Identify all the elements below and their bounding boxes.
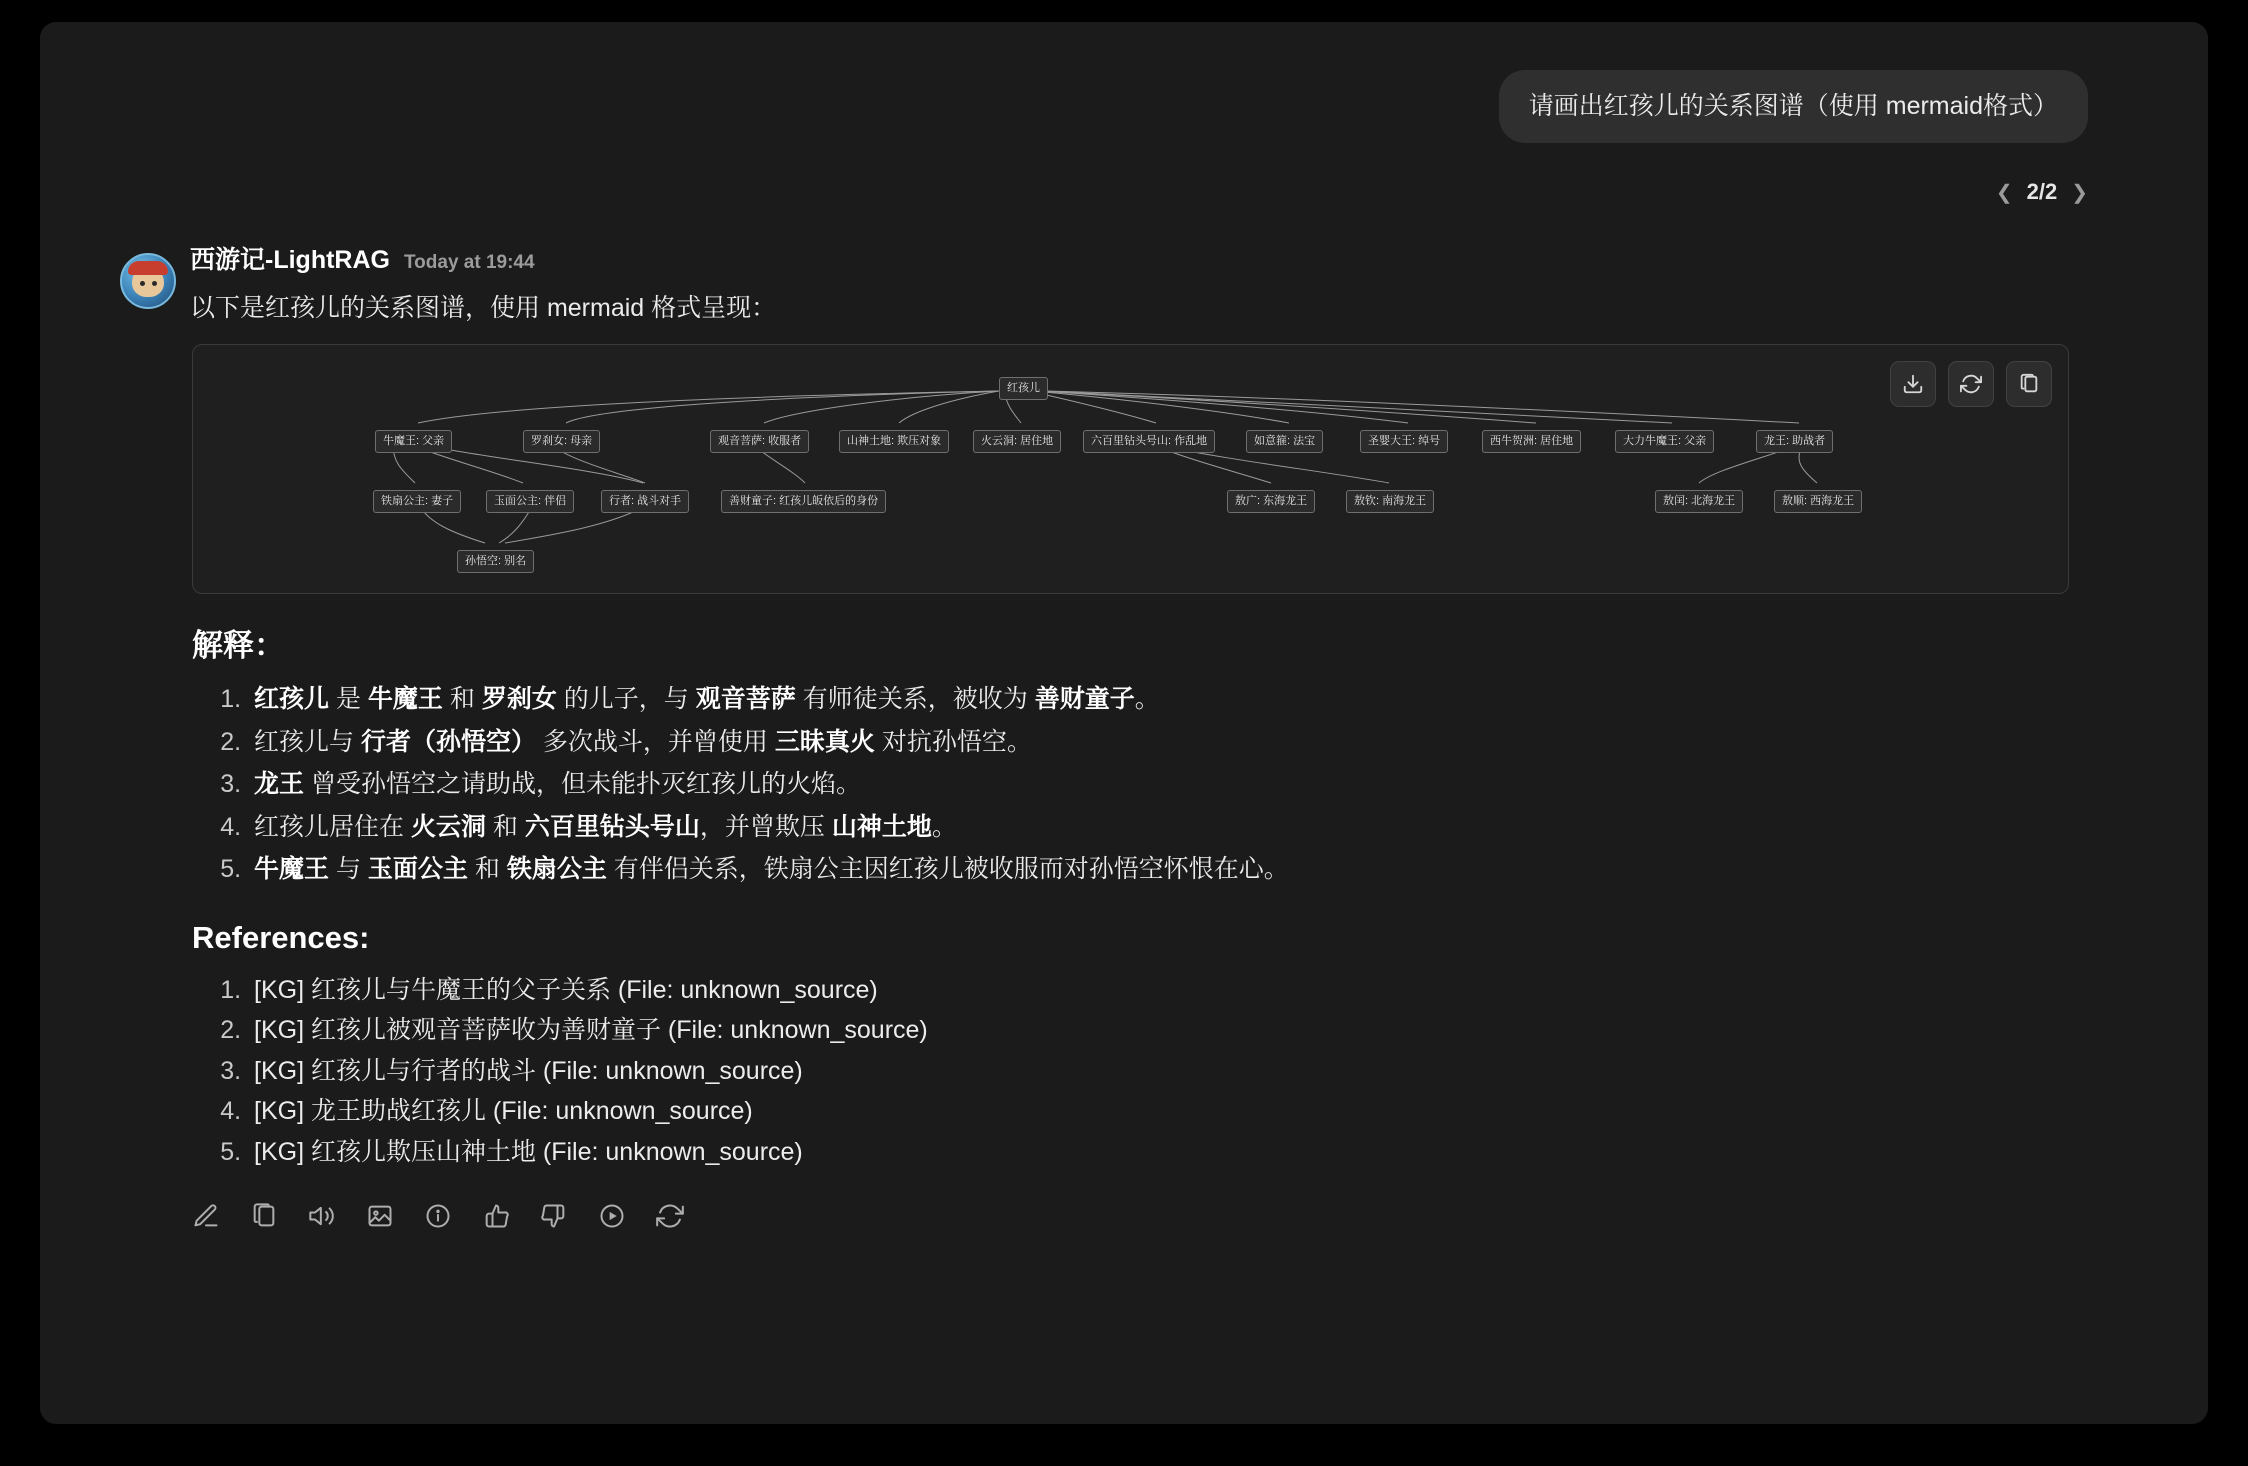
diagram-node: 罗刹女: 母亲: [523, 430, 600, 453]
list-item: 3. 龙王 曾受孙悟空之请助战，但未能扑灭红孩儿的火焰。: [248, 764, 2120, 805]
list-item: 1. [KG] 红孩儿与牛魔王的父子关系 (File: unknown_source): [248, 970, 2120, 1011]
diagram-node: 敖钦: 南海龙王: [1346, 490, 1434, 513]
references-title: References:: [192, 919, 370, 955]
pager-count: 2/2: [2026, 179, 2058, 204]
list-item: 5. [KG] 红孩儿欺压山神土地 (File: unknown_source): [248, 1132, 2120, 1173]
pencil-icon[interactable]: [192, 1202, 220, 1230]
diagram-node: 敖闰: 北海龙王: [1655, 490, 1743, 513]
list-item: 3. [KG] 红孩儿与行者的战斗 (File: unknown_source): [248, 1051, 2120, 1092]
assistant-name: 西游记-LightRAG: [190, 246, 390, 274]
speaker-icon[interactable]: [308, 1202, 336, 1230]
diagram-node: 如意箍: 法宝: [1246, 430, 1323, 453]
mermaid-diagram[interactable]: [192, 344, 2069, 594]
list-item: 5. 牛魔王 与 玉面公主 和 铁扇公主 有伴侣关系，铁扇公主因红孩儿被收服而对孙悟空怀恨在心。: [248, 849, 2120, 890]
pager-prev-icon[interactable]: ❮: [1995, 181, 2013, 204]
user-message-row: [1499, 70, 2088, 143]
diagram-node: 六百里钻头号山: 作乱地: [1083, 430, 1215, 453]
assistant-message: [120, 240, 2120, 1236]
diagram-node: 敖顺: 西海龙王: [1774, 490, 1862, 513]
image-icon[interactable]: [366, 1202, 394, 1230]
diagram-node: 圣婴大王: 绰号: [1360, 430, 1448, 453]
user-message-bubble: 请画出红孩儿的关系图谱（使用 mermaid格式）: [1499, 70, 2088, 143]
message-pager: [1996, 179, 2088, 205]
refresh-icon[interactable]: [656, 1202, 684, 1230]
diagram-node: 山神土地: 欺压对象: [839, 430, 949, 453]
clipboard-icon[interactable]: [250, 1202, 278, 1230]
diagram-node: 敖广: 东海龙王: [1227, 490, 1315, 513]
chat-panel: [40, 22, 2208, 1424]
thumbs-up-icon[interactable]: [482, 1202, 510, 1230]
explanation-list: [192, 679, 2120, 890]
download-button[interactable]: [1890, 361, 1936, 407]
thumbs-down-icon[interactable]: [540, 1202, 568, 1230]
message-actions: [192, 1196, 2120, 1236]
list-item: 2. [KG] 红孩儿被观音菩萨收为善财童子 (File: unknown_source): [248, 1010, 2120, 1051]
list-item: 1. 红孩儿 是 牛魔王 和 罗刹女 的儿子，与 观音菩萨 有师徒关系，被收为 善财童子。: [248, 679, 2120, 720]
info-icon[interactable]: [424, 1202, 452, 1230]
list-item: 2. 红孩儿与 行者（孙悟空） 多次战斗，并曾使用 三昧真火 对抗孙悟空。: [248, 722, 2120, 763]
diagram-node: 善财童子: 红孩儿皈依后的身份: [721, 490, 886, 513]
diagram-node: 火云洞: 居住地: [973, 430, 1061, 453]
copy-button[interactable]: [2006, 361, 2052, 407]
diagram-node: 铁扇公主: 妻子: [373, 490, 461, 513]
diagram-node: 红孩儿: [999, 377, 1048, 400]
assistant-meta: [190, 240, 2120, 274]
diagram-node: 西牛贺洲: 居住地: [1482, 430, 1581, 453]
assistant-timestamp: Today at 19:44: [403, 252, 535, 273]
diagram-node: 玉面公主: 伴侣: [486, 490, 574, 513]
diagram-node: 观音菩萨: 收服者: [710, 430, 809, 453]
assistant-intro: 以下是红孩儿的关系图谱，使用 mermaid 格式呈现：: [190, 294, 777, 322]
diagram-node: 大力牛魔王: 父亲: [1615, 430, 1714, 453]
references-list: [192, 970, 2120, 1173]
diagram-node: 孙悟空: 别名: [457, 550, 534, 573]
list-item: 4. [KG] 龙王助战红孩儿 (File: unknown_source): [248, 1091, 2120, 1132]
diagram-node: 龙王: 助战者: [1756, 430, 1833, 453]
diagram-node: 牛魔王: 父亲: [375, 430, 452, 453]
diagram-node: 行者: 战斗对手: [601, 490, 689, 513]
avatar: [120, 253, 176, 309]
play-circle-icon[interactable]: [598, 1202, 626, 1230]
pager-next-icon[interactable]: ❯: [2071, 181, 2088, 204]
diagram-toolbar: [1890, 361, 2052, 407]
explanation-title: 解释：: [192, 628, 285, 663]
refresh-button[interactable]: [1948, 361, 1994, 407]
list-item: 4. 红孩儿居住在 火云洞 和 六百里钻头号山，并曾欺压 山神土地。: [248, 807, 2120, 848]
